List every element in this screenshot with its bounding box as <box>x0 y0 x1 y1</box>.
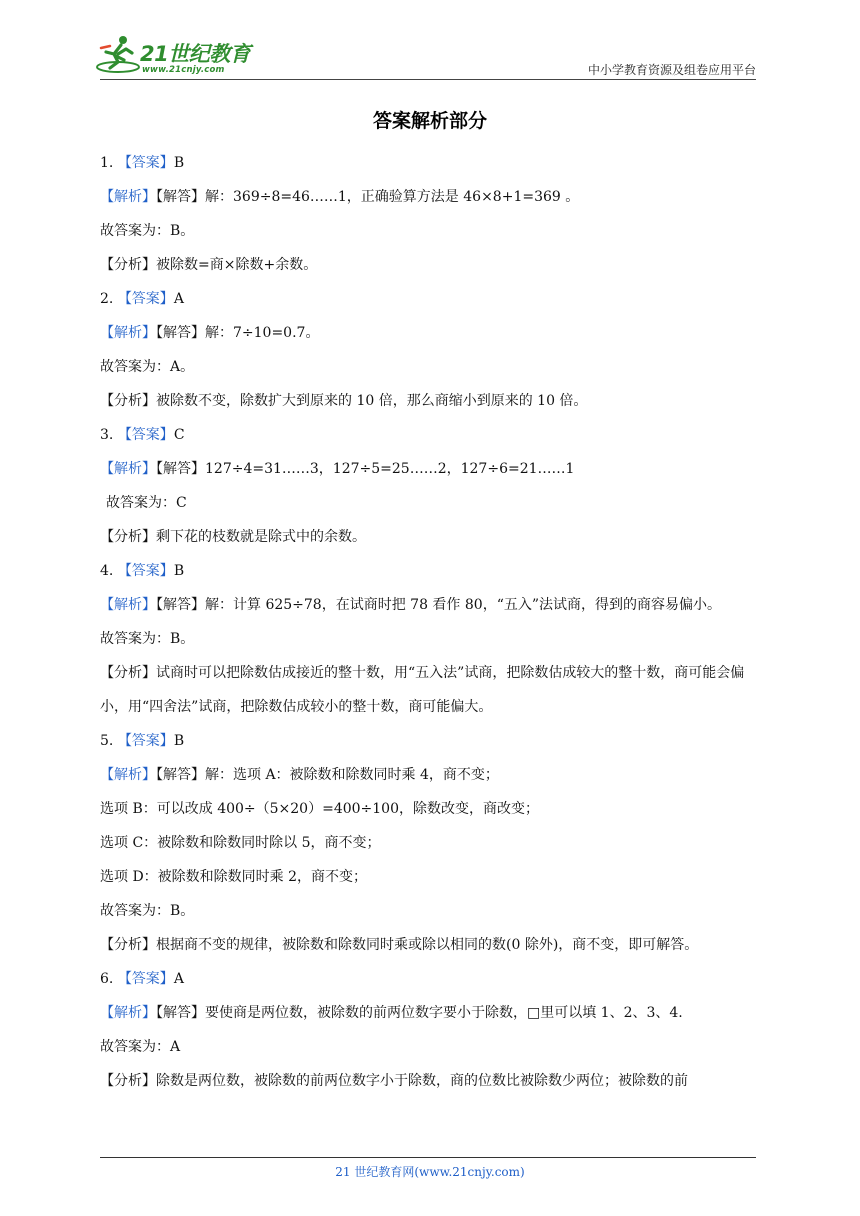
analysis-tag: 【解析】 <box>100 1005 156 1021</box>
analysis-line <box>100 452 762 486</box>
answer-line <box>100 962 762 996</box>
analysis-line <box>100 588 762 622</box>
question-number: 4. <box>100 563 114 579</box>
option-line: 选项 C：被除数和除数同时除以 5，商不变； <box>100 835 381 851</box>
question-number: 3. <box>100 427 114 443</box>
answer-list <box>100 146 762 1098</box>
question-number: 6. <box>100 971 114 987</box>
conclusion-line: 故答案为：A <box>100 1039 181 1055</box>
summary-line: 【分析】被除数不变，除数扩大到原来的 10 倍，那么商缩小到原来的 10 倍。 <box>100 393 588 409</box>
analysis-text: 【解答】解：选项 A：被除数和除数同时乘 4，商不变； <box>156 767 499 783</box>
analysis-text: 【解答】解：7÷10=0.7。 <box>156 325 320 341</box>
answer-line <box>100 418 762 452</box>
logo <box>96 34 266 80</box>
page-title: 答案解析部分 <box>372 110 487 132</box>
header-divider <box>100 79 756 80</box>
analysis-text: 【解答】127÷4=31……3，127÷5=25……2，127÷6=21……1 <box>156 461 575 477</box>
summary-line: 【分析】被除数=商×除数+余数。 <box>100 257 318 273</box>
analysis-line <box>100 996 762 1030</box>
question-number: 2. <box>100 291 114 307</box>
answer-value: A <box>173 291 184 307</box>
summary-line: 【分析】剩下花的枝数就是除式中的余数。 <box>100 529 366 545</box>
answer-line <box>100 554 762 588</box>
logo-url: www.21cnjy.com <box>142 65 225 75</box>
answer-value: B <box>173 733 185 749</box>
platform-name: 中小学教育资源及组卷应用平台 <box>587 63 756 77</box>
analysis-text: 【解答】解：计算 625÷78，在试商时把 78 看作 80，“五入”法试商，得到的商容易偏小。 <box>156 597 722 613</box>
answer-value: A <box>173 971 184 987</box>
answer-tag: 【答案】 <box>117 155 174 171</box>
footer-divider <box>100 1157 756 1158</box>
page-header <box>0 0 860 90</box>
answer-tag: 【答案】 <box>117 733 174 749</box>
answer-value: C <box>173 427 185 443</box>
question-number: 5. <box>100 733 114 749</box>
page-footer: 21 世纪教育网(www.21cnjy.com) <box>335 1165 525 1179</box>
logo-text: 21世纪教育 <box>140 42 251 66</box>
summary-line: 【分析】试商时可以把除数估成接近的整十数，用“五入法”试商，把除数估成较大的整十数，商可能会偏小，用“四舍法”试商，把除数估成较小的整十数，商可能偏大。 <box>100 665 745 715</box>
analysis-tag: 【解析】 <box>100 325 156 341</box>
conclusion-line: 故答案为：C <box>106 495 187 511</box>
option-line: 选项 B：可以改成 400÷（5×20）=400÷100，除数改变，商改变； <box>100 801 539 817</box>
analysis-line <box>100 758 762 792</box>
summary-line: 【分析】除数是两位数，被除数的前两位数字小于除数，商的位数比被除数少两位；被除数的前 <box>100 1073 688 1089</box>
answer-line <box>100 282 762 316</box>
analysis-tag: 【解析】 <box>100 461 156 477</box>
analysis-line <box>100 180 762 214</box>
answer-tag: 【答案】 <box>117 427 174 443</box>
analysis-text: 【解答】要使商是两位数，被除数的前两位数字要小于除数，□里可以填 1、2、3、4. <box>156 1005 683 1021</box>
runner-logo-icon <box>96 34 142 74</box>
answer-value: B <box>173 563 185 579</box>
answer-line <box>100 146 762 180</box>
conclusion-line: 故答案为：A。 <box>100 359 195 375</box>
conclusion-line: 故答案为：B。 <box>100 223 195 239</box>
analysis-line <box>100 316 762 350</box>
option-line: 选项 D：被除数和除数同时乘 2，商不变； <box>100 869 368 885</box>
conclusion-line: 故答案为：B。 <box>100 631 195 647</box>
answer-line <box>100 724 762 758</box>
analysis-text: 【解答】解：369÷8=46……1，正确验算方法是 46×8+1=369 。 <box>156 189 580 205</box>
conclusion-line: 故答案为：B。 <box>100 903 195 919</box>
summary-line: 【分析】根据商不变的规律，被除数和除数同时乘或除以相同的数(0 除外)，商不变，即可解答。 <box>100 937 699 953</box>
answer-tag: 【答案】 <box>117 291 174 307</box>
answer-tag: 【答案】 <box>117 971 174 987</box>
analysis-tag: 【解析】 <box>100 597 156 613</box>
analysis-tag: 【解析】 <box>100 767 156 783</box>
analysis-tag: 【解析】 <box>100 189 156 205</box>
answer-value: B <box>173 155 185 171</box>
question-number: 1. <box>100 155 114 171</box>
answer-tag: 【答案】 <box>117 563 174 579</box>
